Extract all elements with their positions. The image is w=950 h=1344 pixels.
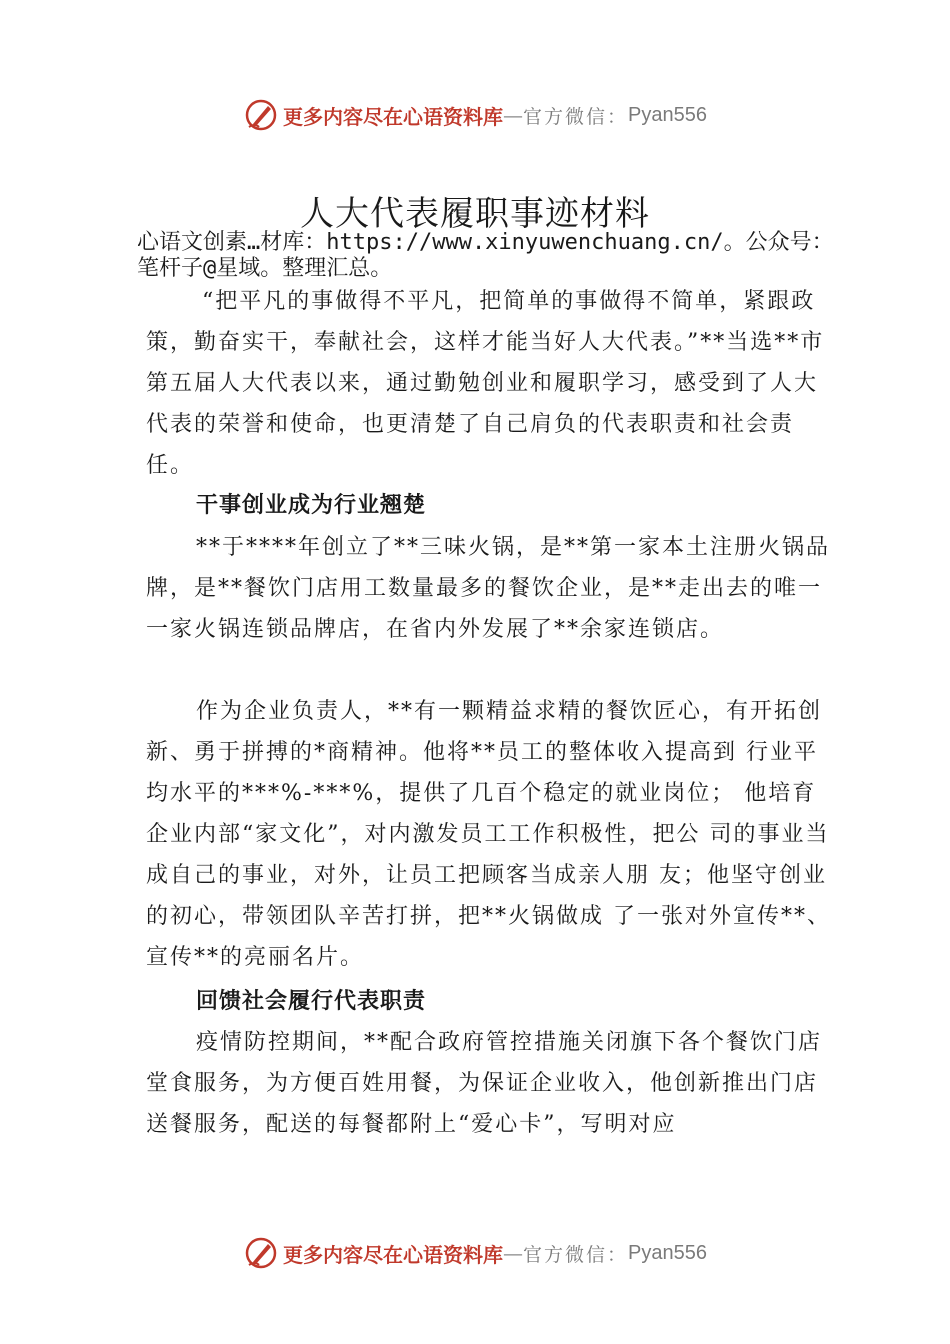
- banner-title: 更多内容尽在心语资料库: [283, 1242, 503, 1267]
- footer-banner: [0, 1233, 950, 1273]
- section-heading-1: 干事创业成为行业翘楚: [196, 493, 427, 518]
- source-note: 心语文创素…材库：https://www.xinyuwenchuang.cn/。公众号：笔杆子@星域。整理汇总。: [137, 230, 834, 281]
- banner-separator: —: [503, 1241, 523, 1265]
- banner-wechat-label: 官方微信：: [523, 105, 629, 128]
- header-banner: [0, 95, 950, 135]
- document-title: 人大代表履职事迹材料: [300, 194, 650, 234]
- section-heading-2: 回馈社会履行代表职责: [196, 989, 427, 1014]
- banner-title: 更多内容尽在心语资料库: [283, 104, 503, 129]
- section2-paragraph-1: 疫情防控期间，**配合政府管控措施关闭旗下各个餐饮门店堂食服务，为方便百姓用餐，为保证企业收入，他创新推出门店送餐服务，配送的每餐都附上“爱心卡”，写明对应: [146, 1030, 823, 1137]
- banner-separator: —: [503, 103, 523, 127]
- section1-paragraph-1: **于****年创立了**三味火锅，是**第一家本土注册火锅品牌，是**餐饮门店用工数量最多的餐饮企业，是**走出去的唯一一家火锅连锁品牌店，在省内外发展了**余家连锁店。: [146, 535, 831, 642]
- pen-logo-icon: [243, 1235, 279, 1271]
- banner-wechat-id: Pyan556: [628, 1241, 707, 1264]
- banner-wechat-label: 官方微信：: [523, 1243, 629, 1266]
- banner-wechat-id: Pyan556: [628, 103, 707, 126]
- section1-paragraph-2: 作为企业负责人，**有一颗精益求精的餐饮匠心，有开拓创新、勇于拼搏的*商精神。他将**员工的整体收入提高到 行业平均水平的***%-***%，提供了几百个稳定的就业岗位； 他培育企业内部“家文化”，对内激发员工工作积极性，把公 司的事业当成自己的事业，对外，让员工把顾客当成亲人朋 友；他坚守创业的初心，带领团队辛苦打拼，把**火锅做成 了一张对外宣传**、宣传**的亮丽名片。: [146, 699, 831, 970]
- pen-logo-icon: [243, 97, 279, 133]
- intro-paragraph: “把平凡的事做得不平凡，把简单的事做得不简单，紧跟政策，勤奋实干，奉献社会，这样才能当好人大代表。”**当选**市第五届人大代表以来，通过勤勉创业和履职学习，感受到了人大代表的荣誉和使命，也更清楚了自己肩负的代表职责和社会责任。: [146, 289, 825, 478]
